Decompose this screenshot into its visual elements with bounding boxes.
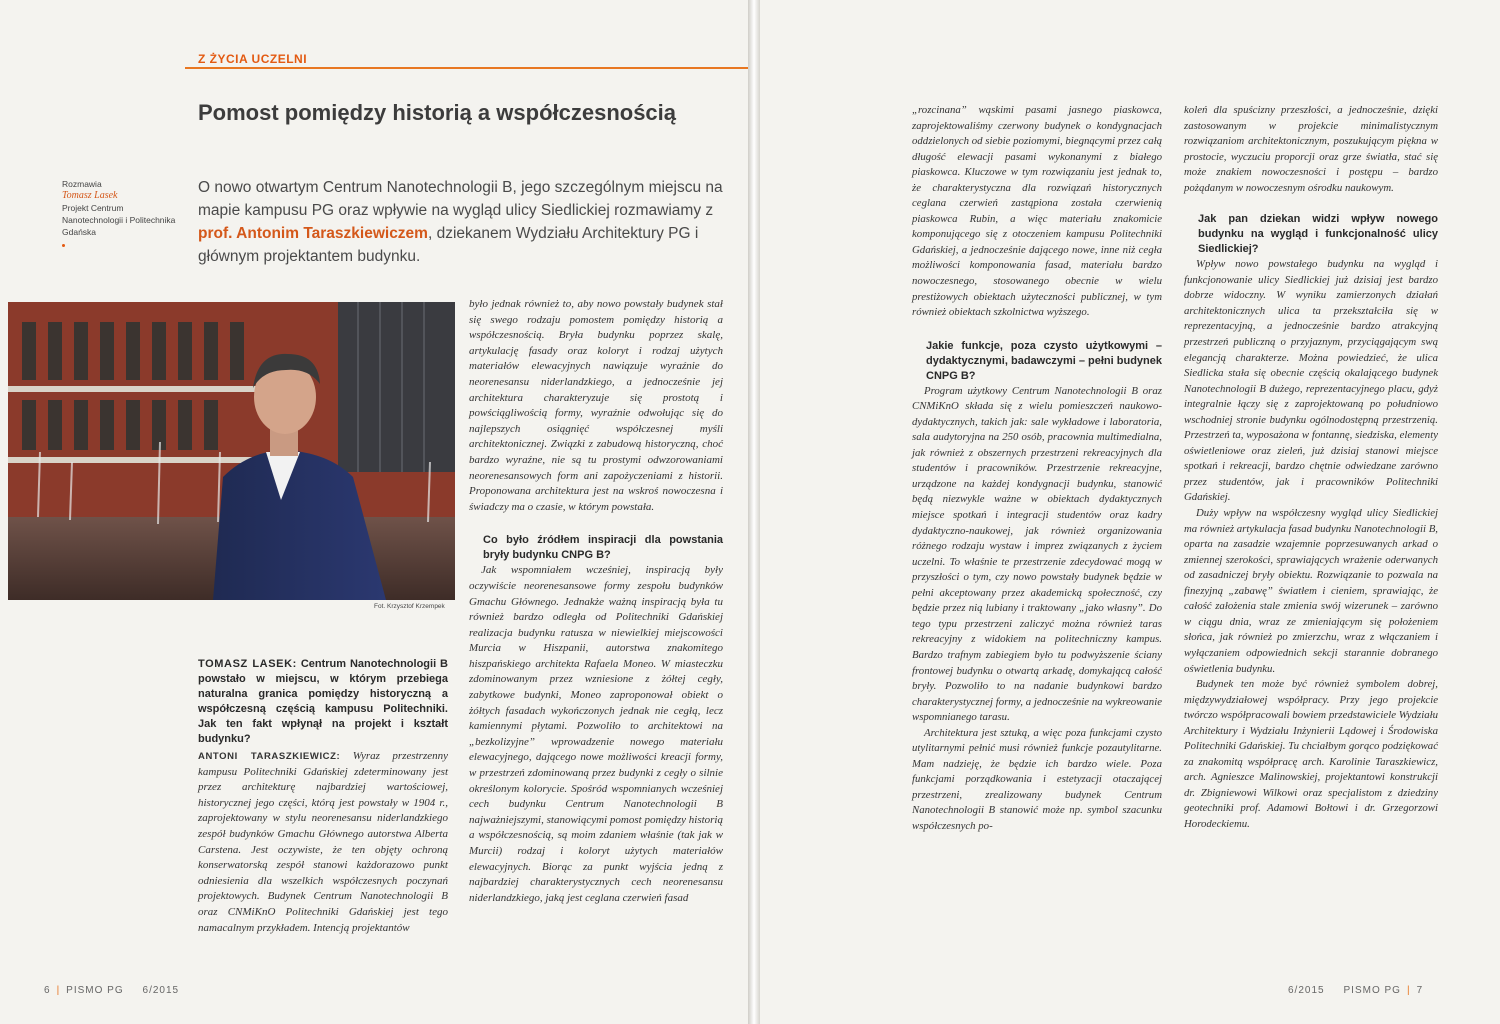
lead-text-start: O nowo otwartym Centrum Nanotechnologii B, jego szczególnym miejscu na mapie kampusu PG oraz wpływie na wygląd ulicy Siedlickiej rozmawiamy z	[198, 179, 723, 219]
page-number-left: 6	[44, 985, 51, 996]
footer-right: 6/2015 PISMO PG | 7	[1288, 985, 1424, 996]
sidebar-label: Rozmawia	[62, 179, 102, 189]
portrait-photo-illustration	[8, 302, 455, 600]
column-4-paragraph-1: koleń dla spuścizny przeszłości, a jednocześnie, dzięki zastosowanym w projekcie minimalistycznym rozwiązaniom architektonicznym, poszukującym piękna w prostocie, wyczuciu proporcji oraz grze światła, stać się może znakiem nowoczesności i postępu – bardzo pożądanym w nowoczesnym ośrodku naukowym.	[1184, 104, 1438, 194]
column-2	[469, 297, 723, 906]
column-3-paragraph-1: „rozcinana” wąskimi pasami jasnego piaskowca, zaprojektowaliśmy czerwony budynek o kondygnacjach oddzielonych od siebie poziomymi, biegnącymi przez całą długość elewacji pasami wykonanymi z białego piaskowca. Kluczowe w tym rozwiązaniu jest jednak to, że charakterystyczna dla rozwiązań historycznych ceglana czerwień zastąpiona została czerwienią piaskowca Rubin, a więc materiału znakomicie komponującego się z otoczeniem kampusu Politechniki Gdańskiej, a jednocześnie dającego nowe, inne niż cegła możliwości komponowania fasad, materiału bardzo nowoczesnego, stosowanego obecnie w wielu prestiżowych obiektach użyteczności publicznej, w tym również obiektach szkolnictwa wyższego.	[912, 104, 1162, 319]
column-3-paragraph-2: Program użytkowy Centrum Nanotechnologii B oraz CNMiKnO składa się z wielu pomieszczeń naukowo-dydaktycznych, takich jak: sale wykładowe i laboratoria, sala audytoryjna na 250 osób, pracownia multimedialna, jak również z obszernych przestrzeni rekreacyjnych dla studentów i pracowników. Przestrzenie rekreacyjne, urządzone na każdej kondygnacji budynku, stanowić będą niezwykle ważne w obiektach dydaktycznych miejsce spotkań i integracji studentów oraz kadry dydaktyczno-naukowej, jak również organizowania różnego rodzaju wystaw i imprez związanych z życiem uczelni. To właśnie te przestrzenie zdecydować mogą w przyszłości o tym, czy nowo powstały budynek będzie w pełni akceptowany przez akademicką społeczność, czy będzie przez nią lubiany i traktowany „jako własny”. Do tego typu przestrzeni zaliczyć można również taras rekreacyjny z widokiem na politechniczny kampus. Bardzo trafnym zabiegiem było tu podwyższenie ściany frontowej budynku o otwartą arkadę, domykającą całość bryły. Pozwoliło to na nadanie budynkowi bardzo charakterystycznej formy, a jednocześnie na wykreowanie wspomnianego tarasu.	[912, 384, 1162, 724]
magazine-name-right: PISMO PG	[1343, 985, 1401, 996]
column-4-paragraph-3: Duży wpływ na współczesny wygląd ulicy Siedlickiej ma również artykulacja fasad budynku Nanotechnologii B, oparta na zasadzie wzajemnie poprzesuwanych arkad o zmiennej szerokości, sprawiających wrażenie oderwanych od zasadniczej bryły obiektu. Rozwiązanie to pozwala na finezyjną „zabawę” światłem i cieniem, sprawiając, że całość założenia stale zmienia swój wizerunek – zarówno w ciągu dnia, wraz ze zmieniającym się położeniem słońca, jak również po zmierzchu, wraz z włączaniem i wyłączaniem odpowiednich sekcji starannie dobranego oświetlenia budynku.	[1184, 507, 1438, 675]
article-lead	[198, 176, 728, 268]
question-1-speaker: TOMASZ LASEK:	[198, 658, 297, 670]
column-4	[1184, 103, 1438, 833]
interviewer-sidebar	[62, 178, 182, 250]
bullet-dot-icon	[62, 244, 65, 247]
article-title: Pomost pomiędzy historią a współczesnością	[198, 100, 677, 125]
section-label: Z ŻYCIA UCZELNI	[198, 52, 308, 66]
column-3-paragraph-3: Architektura jest sztuką, a więc poza funkcjami czysto utylitarnymi pełnić musi również funkcje pozautylitarne. Mam nadzieję, że będzie ich bardzo wiele. Poza funkcjami porządkowania i estetyzacji otaczającej przestrzeni, zrealizowany budynek Centrum Nanotechnologii B stanowić może np. symbol szacunku współczesnych po-	[912, 726, 1162, 832]
section-rule	[185, 67, 748, 69]
column-2-paragraph-2: Jak wspomniałem wcześniej, inspiracją były oczywiście neorenesansowe formy zespołu budynków Gmachu Głównego. Jednakże ważną inspiracją była tu również bardzo odległa od Politechniki Gdańskiej realizacja budynku ratusza w niewielkiej miejscowości Murcia w Hiszpanii, autorstwa znakomitego hiszpańskiego architekta Rafaela Moneo. W miasteczku zdominowanym przez wzniesione z żółtej cegły, zabytkowe budynki, Moneo zaproponował obiekt o żółtych fasadach wykończonych jednak nie cegłą, lecz kamiennymi płytami. Pozwoliło to architektowi na „bezkolizyjne” wprowadzenie nowego materiału elewacyjnego, dającego nowe możliwości kreacji formy, w przestrzeń zdominowaną przez budynki z cegły o silnie określonym kolorycie. Spośród wspomnianych wcześniej cech budynku Centrum Nanotechnologii B najważniejszymi, stanowiącymi pomost pomiędzy historią a współczesnością, są moim zdaniem właśnie (tak jak w Murcii) rodzaj i koloryt użytych materiałów elewacyjnych. Biorąc za punkt wyjścia jedną z najbardziej charakterystycznych cech neorenesansu niderlandzkiego, jaką jest ceglana czerwień fasad	[469, 564, 723, 904]
interviewer-name: Tomasz Lasek	[62, 190, 118, 201]
issue-right: 6/2015	[1288, 985, 1325, 996]
column-4-paragraph-2: Wpływ nowo powstałego budynku na wygląd i funkcjonowanie ulicy Siedlickiej już dzisiaj jest bardzo dobrze widoczny. W wyniku zamierzonych działań architektonicznych ulica ta przekształciła się w reprezentacyjną, a jednocześnie bardzo atrakcyjną przestrzeń publiczną o przyjaznym, przyciągającym swą elegancją charakterze. Można powiedzieć, że ulica Siedlicka stała się obecnie częścią okalającego budynek Nanotechnologii B dużego, reprezentacyjnego placu, gdyż integralnie łączy się z zaprojektowaną po południowo wschodniej stronie budynku ogólnodostępną przestrzenią. Przestrzeń ta, wyposażona w fontannę, siedziska, elementy oświetleniowe oraz zieleń, już dzisiaj stanowi miejsce spotkań i rekreacji, bardzo chętnie odwiedzane zarówno przez studentów, jak i pracowników Politechniki Gdańskiej.	[1184, 258, 1438, 504]
right-page	[760, 0, 1500, 1024]
answer-1-text: Wyraz przestrzenny kampusu Politechniki Gdańskiej zdeterminowany jest przez architekturę najbardziej wartościowej, historycznej jego części, którą jest powstały w 1904 r., zaprojektowany w stylu neorenesansu niderlandzkiego zespół budynków Gmachu Głównego autorstwa Alberta Carstenа. Jest oczywiste, że ten objęty ochroną konserwatorską zespół stanowi każdorazowo punkt odniesienia dla wszelkich współczesnych poczynań projektowych. Budynek Centrum Nanotechnologii B oraz CNMiKnO Politechniki Gdańskiej jest tego namacalnym przykładem. Intencją projektantów	[198, 750, 448, 934]
article-photo	[8, 302, 455, 600]
magazine-name-left: PISMO PG	[66, 985, 124, 996]
column-4-paragraph-4: Budynek ten może być również symbolem dobrej, międzywydziałowej współpracy. Przy jego projekcie twórczo współpracowali bowiem przedstawiciele Wydziału Architektury i Wydziału Inżynierii Lądowej i Środowiska Politechniki Gdańskiej. Tu chciałbym gorąco podziękować za znakomitą współpracę arch. Karolinie Taraszkiewicz, arch. Agnieszce Malinowskiej, projektantowi konstrukcji dr. Zbigniewowi Wilkowi oraz specjalistom z dziedziny geotechniki prof. Adamowi Bołtowi i dr. Grzegorzowi Horodeckiemu.	[1184, 678, 1438, 830]
lead-text-end: , dziekanem Wydziału Architektury PG i głównym projektantem budynku.	[198, 225, 699, 265]
question-3: Jakie funkcje, poza czysto użytkowymi – dydaktycznymi, badawczymi – pełni budynek CNPG B?	[926, 339, 1162, 382]
footer-left: 6 | PISMO PG 6/2015	[44, 985, 180, 996]
lead-interviewee-name: prof. Antonim Taraszkiewiczem	[198, 225, 428, 242]
answer-1-speaker: ANTONI TARASZKIEWICZ:	[198, 751, 341, 762]
question-2: Co było źródłem inspiracji dla powstania bryły budynku CNPG B?	[483, 534, 723, 562]
column-2-paragraph-1: było jednak również to, aby nowo powstały budynek stał się swego rodzaju pomostem pomiędzy historią a współczesnością. Bryła budynku poprzez skalę, artykulację fasady oraz koloryt i rodzaj użytych materiałów elewacyjnych nawiązuje wyraźnie do neorenesansu niderlandzkiego, a jednocześnie jej architektura charakteryzuje się prostotą i powściągliwością formy, wyraźnie odwołując się do najlepszych osiągnięć współczesnej myśli architektonicznej. Związki z zabudową historyczną, choć bardzo wyraźne, nie są tu prostymi odwzorowaniami neorenesansowych form ani zapożyczeniami z historii. Proponowana architektura jest na wskroś nowoczesna i świadczy ma o czasie, w którym powstała.	[469, 298, 723, 513]
left-page	[0, 0, 748, 1024]
photo-credit: Fot. Krzysztof Krzempek	[374, 603, 445, 610]
question-1	[198, 657, 448, 747]
question-4: Jak pan dziekan widzi wpływ nowego budynku na wygląd i funkcjonalność ulicy Siedlickiej?	[1198, 213, 1438, 256]
issue-left: 6/2015	[142, 985, 180, 996]
answer-1	[198, 749, 448, 936]
page-number-right: 7	[1416, 985, 1424, 996]
interviewer-affiliation: Projekt Centrum Nanotechnologii i Politechnika Gdańska	[62, 203, 176, 237]
question-1-text: Centrum Nanotechnologii B powstało w miejscu, w którym przebiega naturalna granica pomiędzy historyczną a współczesną częścią kampusu Politechniki. Jak ten fakt wpłynął na projekt i kształt budynku?	[198, 658, 448, 745]
column-1	[198, 657, 448, 936]
column-3	[912, 103, 1162, 835]
spine-gutter	[748, 0, 760, 1024]
